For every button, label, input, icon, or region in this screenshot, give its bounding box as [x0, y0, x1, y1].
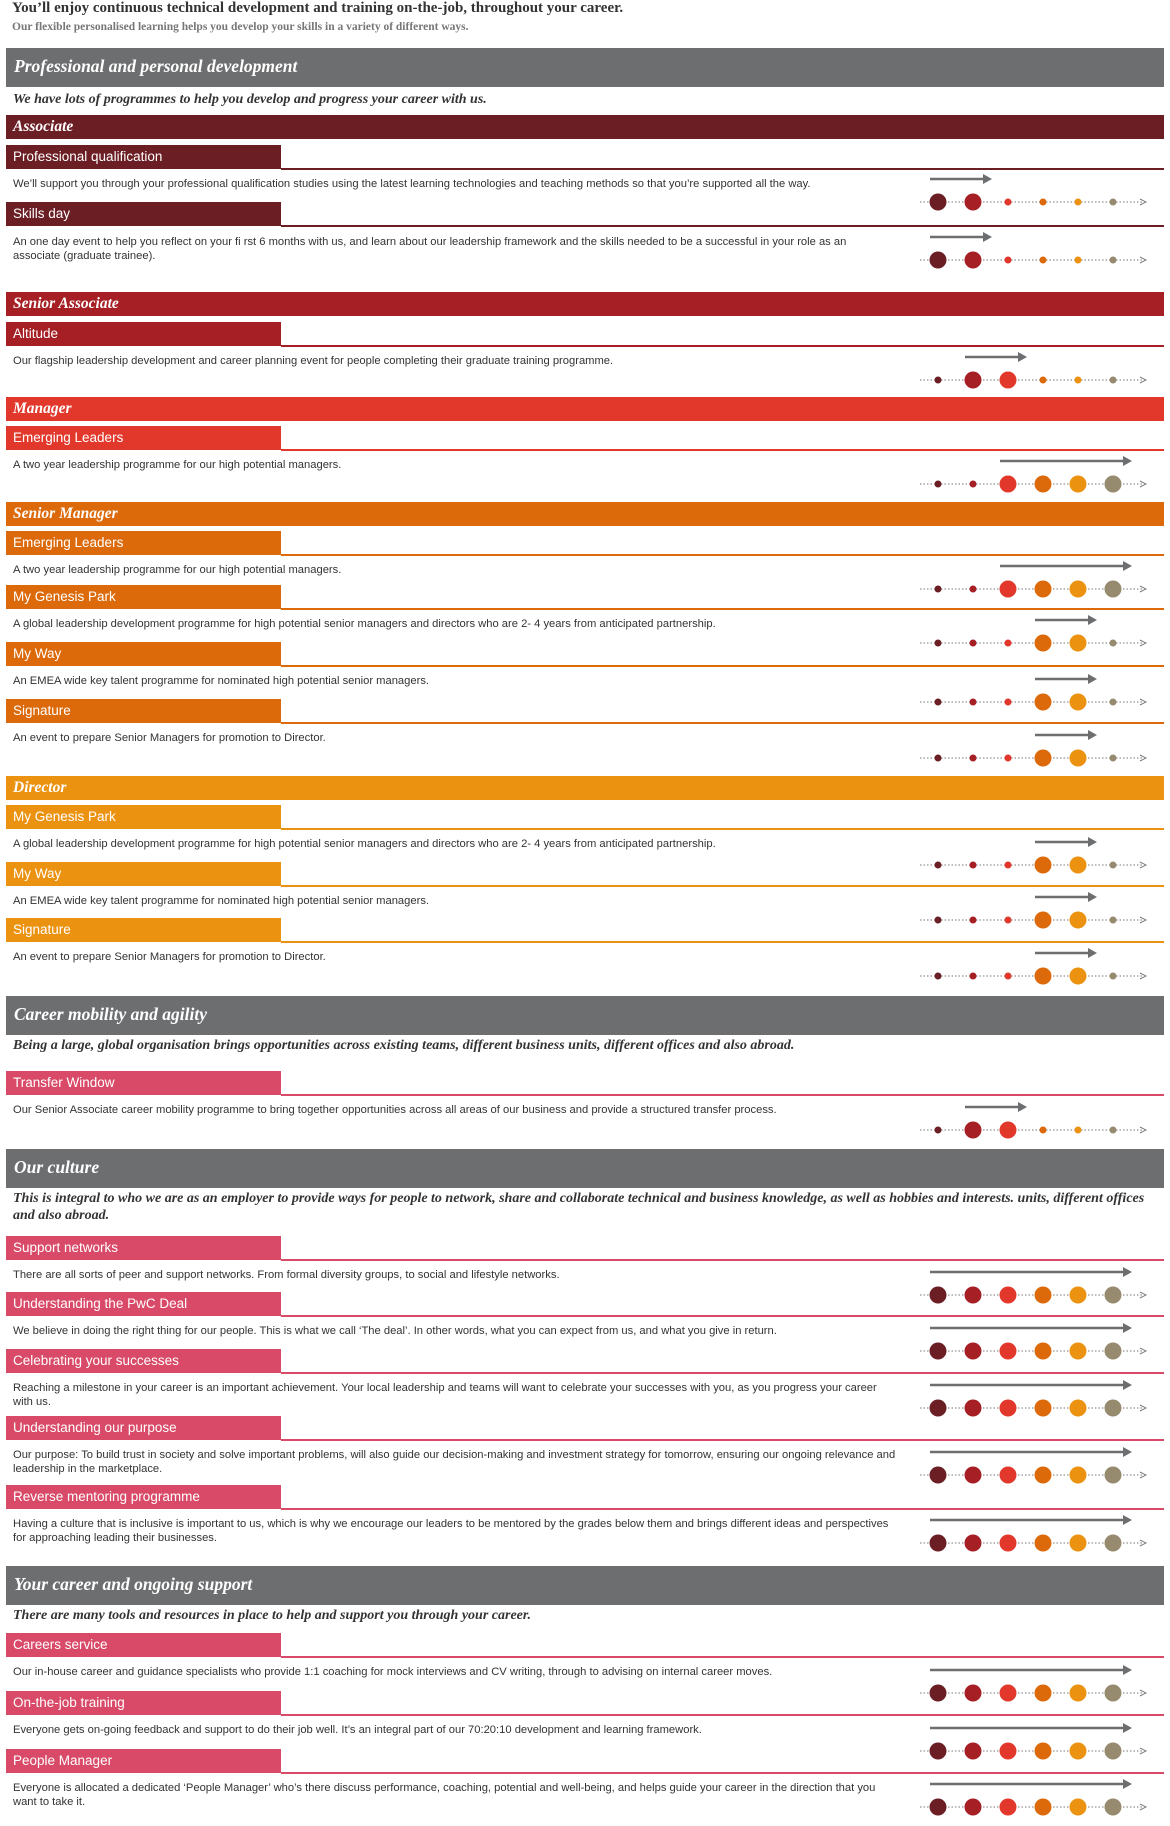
- programme-tab-professional-qualification: Professional qualification: [6, 145, 281, 169]
- grade-dot-active: [1070, 694, 1087, 711]
- programme-tab-altitude: Altitude: [6, 322, 281, 346]
- grade-dot: [1110, 640, 1117, 647]
- grade-dot: [970, 862, 977, 869]
- programme-tab-careers-service: Careers service: [6, 1633, 281, 1657]
- grade-dot-active: [1105, 1343, 1122, 1360]
- programme-desc: An EMEA wide key talent programme for nominated high potential senior managers.: [13, 675, 430, 687]
- grade-dot-active: [965, 1535, 982, 1552]
- grade-dot-active: [965, 1743, 982, 1760]
- section-header-mobility: [6, 996, 1164, 1035]
- grade-dot: [970, 755, 977, 762]
- section-title: Professional and personal development: [14, 56, 298, 76]
- grade-header-senior-associate: [6, 292, 1164, 316]
- grade-dot: [935, 640, 942, 647]
- grade-dot-active: [1070, 1685, 1087, 1702]
- grade-dot-active: [1070, 857, 1087, 874]
- grade-dot-active: [1000, 372, 1017, 389]
- intro-title: You’ll enjoy continuous technical development and training on-the-job, throughout your career.: [12, 0, 624, 16]
- grade-dot-active: [1105, 1467, 1122, 1484]
- span-arrowhead: [1088, 730, 1097, 740]
- grade-dot: [1110, 973, 1117, 980]
- grade-track-signature: [920, 946, 1150, 986]
- section-title: Our culture: [14, 1157, 100, 1177]
- grade-dot-active: [965, 1799, 982, 1816]
- section-subtitle-mobility: Being a large, global organisation brings opportunities across existing teams, different business units, different offices and also abroad.: [13, 1038, 795, 1053]
- grade-dot-active: [930, 1535, 947, 1552]
- grade-track-on-the-job-training: [920, 1721, 1150, 1761]
- grade-dot-active: [1000, 1467, 1017, 1484]
- grade-header-senior-manager: [6, 502, 1164, 526]
- grade-dot-active: [1035, 1535, 1052, 1552]
- programme-desc: A global leadership development programme for high potential senior managers and directors who are 2- 4 years from anticipated partnership.: [13, 618, 716, 630]
- divider: [281, 1508, 1164, 1510]
- grade-dot: [970, 917, 977, 924]
- grade-dot-active: [1000, 1685, 1017, 1702]
- section-header-support: [6, 1566, 1164, 1605]
- grade-dot-active: [1000, 1287, 1017, 1304]
- span-arrowhead: [1088, 674, 1097, 684]
- grade-dot: [1110, 917, 1117, 924]
- programme-tab-emerging-leaders: Emerging Leaders: [6, 426, 281, 450]
- grade-dot-active: [1035, 1343, 1052, 1360]
- divider: [281, 1772, 1164, 1774]
- grade-dot: [1040, 1127, 1047, 1134]
- programme-desc: There are all sorts of peer and support networks. From formal diversity groups, to social and lifestyle networks.: [13, 1269, 560, 1281]
- grade-dot: [935, 755, 942, 762]
- span-arrowhead: [1123, 456, 1132, 466]
- grade-dot-active: [1035, 581, 1052, 598]
- grade-dot: [970, 481, 977, 488]
- programme-desc: An event to prepare Senior Managers for promotion to Director.: [13, 732, 326, 744]
- grade-dot-active: [965, 1287, 982, 1304]
- programme-tab-signature: Signature: [6, 918, 281, 942]
- grade-dot-active: [965, 252, 982, 269]
- programme-tab-my-genesis-park: My Genesis Park: [6, 585, 281, 609]
- grade-dot-active: [930, 1743, 947, 1760]
- programme-tab-transfer-window: Transfer Window: [6, 1071, 281, 1095]
- programme-desc: Everyone gets on-going feedback and support to do their job well. It’s an integral part of our 70:20:10 development and learning framework.: [13, 1724, 702, 1736]
- grade-dot: [1110, 1127, 1117, 1134]
- programme-desc: A two year leadership programme for our high potential managers.: [13, 564, 342, 576]
- grade-track-people-manager: [920, 1777, 1150, 1817]
- grade-dot: [1075, 1127, 1082, 1134]
- grade-dot-active: [930, 1685, 947, 1702]
- programme-desc: We’ll support you through your professional qualification studies using the latest learning technologies and teaching methods so that you’re supported all the way.: [13, 178, 811, 190]
- programme-tab-reverse-mentoring-programme: Reverse mentoring programme: [6, 1485, 281, 1509]
- divider: [281, 722, 1164, 724]
- grade-dot: [1040, 377, 1047, 384]
- grade-dot-active: [1035, 1400, 1052, 1417]
- grade-title: Manager: [13, 400, 72, 417]
- span-arrowhead: [1088, 615, 1097, 625]
- grade-dot: [1005, 917, 1012, 924]
- grade-dot-active: [1070, 1287, 1087, 1304]
- divider: [281, 449, 1164, 451]
- grade-track-skills-day: [920, 230, 1150, 270]
- grade-dot: [1110, 199, 1117, 206]
- grade-dot-active: [930, 1467, 947, 1484]
- programme-tab-skills-day: Skills day: [6, 202, 281, 226]
- programme-tab-on-the-job-training: On-the-job training: [6, 1691, 281, 1715]
- grade-header-associate: [6, 115, 1164, 139]
- grade-title: Director: [13, 779, 67, 796]
- grade-dot: [1075, 199, 1082, 206]
- grade-track-my-way: [920, 890, 1150, 930]
- divider: [281, 1094, 1164, 1096]
- grade-dot-active: [1070, 1743, 1087, 1760]
- grade-dot: [935, 586, 942, 593]
- divider: [281, 225, 1164, 227]
- programme-desc: An one day event to help you reflect on your fi rst 6 months with us, and learn about our leadership framework and the skills needed to be a successful in your role as an associate (graduate trainee).: [13, 236, 847, 262]
- grade-track-celebrating-your-successes: [920, 1378, 1150, 1418]
- grade-dot-active: [965, 372, 982, 389]
- grade-dot-active: [1105, 581, 1122, 598]
- grade-dot: [1040, 257, 1047, 264]
- programme-tab-support-networks: Support networks: [6, 1236, 281, 1260]
- programme-tab-signature: Signature: [6, 699, 281, 723]
- grade-dot: [935, 377, 942, 384]
- grade-track-transfer-window: [920, 1100, 1150, 1140]
- span-arrowhead: [1123, 1267, 1132, 1277]
- section-title: Your career and ongoing support: [14, 1574, 253, 1594]
- grade-dot-active: [1070, 1535, 1087, 1552]
- grade-dot-active: [1035, 1799, 1052, 1816]
- grade-dot-active: [965, 1685, 982, 1702]
- programme-tab-my-genesis-park: My Genesis Park: [6, 805, 281, 829]
- span-arrowhead: [1018, 1102, 1027, 1112]
- grade-track-emerging-leaders: [920, 454, 1150, 494]
- divider: [281, 1439, 1164, 1441]
- grade-dot-active: [1070, 476, 1087, 493]
- divider: [281, 665, 1164, 667]
- grade-dot-active: [930, 194, 947, 211]
- grade-dot-active: [1070, 912, 1087, 929]
- span-arrowhead: [983, 174, 992, 184]
- divider: [281, 554, 1164, 556]
- grade-dot-active: [1070, 1343, 1087, 1360]
- grade-dot-active: [1070, 968, 1087, 985]
- span-arrowhead: [1088, 948, 1097, 958]
- grade-header-director: [6, 776, 1164, 800]
- grade-dot-active: [1035, 1287, 1052, 1304]
- grade-dot-active: [1070, 750, 1087, 767]
- grade-dot: [970, 699, 977, 706]
- programme-desc: Our purpose: To build trust in society and solve important problems, will also guide our decision-making and investment strategy for tomorrow, ensuring our ongoing relevance and leadership in the marketplace.: [13, 1449, 896, 1475]
- grade-dot-active: [930, 1343, 947, 1360]
- programme-desc: An event to prepare Senior Managers for promotion to Director.: [13, 951, 326, 963]
- grade-dot: [1110, 862, 1117, 869]
- span-arrowhead: [1123, 1380, 1132, 1390]
- grade-track-my-genesis-park: [920, 613, 1150, 653]
- grade-dot-active: [1035, 635, 1052, 652]
- section-subtitle-pd: We have lots of programmes to help you develop and progress your career with us.: [13, 92, 487, 107]
- divider: [281, 1714, 1164, 1716]
- grade-dot-active: [930, 1400, 947, 1417]
- grade-dot-active: [1000, 1343, 1017, 1360]
- section-subtitle-culture: This is integral to who we are as an employer to provide ways for people to network, share and collaborate technical and business knowledge, as well as hobbies and interests. units, different offices and also abroad.: [13, 1191, 1145, 1223]
- span-arrowhead: [1123, 1515, 1132, 1525]
- programme-desc: A two year leadership programme for our high potential managers.: [13, 459, 342, 471]
- programme-tab-people-manager: People Manager: [6, 1749, 281, 1773]
- grade-dot: [935, 1127, 942, 1134]
- grade-dot: [1005, 862, 1012, 869]
- grade-dot: [970, 640, 977, 647]
- grade-dot-active: [1035, 750, 1052, 767]
- grade-dot: [1110, 377, 1117, 384]
- grade-track-reverse-mentoring-programme: [920, 1513, 1150, 1553]
- span-arrowhead: [1123, 1447, 1132, 1457]
- grade-track-professional-qualification: [920, 172, 1150, 212]
- grade-title: Senior Associate: [13, 295, 119, 312]
- divider: [281, 168, 1164, 170]
- grade-track-careers-service: [920, 1663, 1150, 1703]
- divider: [281, 1372, 1164, 1374]
- section-title: Career mobility and agility: [14, 1004, 207, 1024]
- grade-dot-active: [965, 194, 982, 211]
- grade-track-signature: [920, 728, 1150, 768]
- grade-dot: [1005, 640, 1012, 647]
- grade-dot-active: [1035, 1685, 1052, 1702]
- grade-track-altitude: [920, 350, 1150, 390]
- span-arrowhead: [1123, 1723, 1132, 1733]
- grade-dot-active: [930, 1799, 947, 1816]
- divider: [281, 828, 1164, 830]
- grade-dot-active: [930, 252, 947, 269]
- grade-dot-active: [1000, 1743, 1017, 1760]
- grade-dot-active: [1105, 1400, 1122, 1417]
- grade-dot: [935, 481, 942, 488]
- programme-desc: A global leadership development programme for high potential senior managers and directors who are 2- 4 years from anticipated partnership.: [13, 838, 716, 850]
- divider: [281, 1656, 1164, 1658]
- grade-dot-active: [1035, 694, 1052, 711]
- grade-dot: [970, 586, 977, 593]
- programme-desc: Our in-house career and guidance specialists who provide 1:1 coaching for mock interviews and CV writing, through to advising on internal career moves.: [13, 1666, 773, 1678]
- section-subtitle-support: There are many tools and resources in place to help and support you through your career.: [13, 1608, 532, 1623]
- grade-dot-active: [1070, 1400, 1087, 1417]
- divider: [281, 608, 1164, 610]
- divider: [281, 345, 1164, 347]
- grade-dot-active: [1070, 1799, 1087, 1816]
- grade-dot-active: [1035, 968, 1052, 985]
- intro-subtitle: Our flexible personalised learning helps you develop your skills in a variety of different ways.: [12, 21, 469, 33]
- section-header-pd: [6, 48, 1164, 87]
- divider: [281, 885, 1164, 887]
- grade-track-my-way: [920, 672, 1150, 712]
- grade-dot-active: [1000, 1535, 1017, 1552]
- programme-desc: Having a culture that is inclusive is important to us, which is why we encourage our leaders to be mentored by the grades below them and brings different ideas and perspectives for approaching leading their businesses.: [13, 1518, 889, 1544]
- grade-dot: [1005, 199, 1012, 206]
- span-arrowhead: [1088, 892, 1097, 902]
- grade-track-my-genesis-park: [920, 835, 1150, 875]
- divider: [281, 941, 1164, 943]
- grade-track-emerging-leaders: [920, 559, 1150, 599]
- grade-dot-active: [1070, 635, 1087, 652]
- grade-dot: [1110, 257, 1117, 264]
- grade-dot-active: [1070, 581, 1087, 598]
- programme-tab-celebrating-your-successes: Celebrating your successes: [6, 1349, 281, 1373]
- grade-dot: [1005, 699, 1012, 706]
- grade-title: Senior Manager: [13, 505, 118, 522]
- span-arrowhead: [1123, 1323, 1132, 1333]
- grade-dot-active: [1035, 476, 1052, 493]
- grade-dot: [1005, 973, 1012, 980]
- span-arrowhead: [1088, 837, 1097, 847]
- grade-dot-active: [1000, 581, 1017, 598]
- programme-tab-my-way: My Way: [6, 862, 281, 886]
- grade-dot-active: [1105, 1685, 1122, 1702]
- section-header-culture: [6, 1149, 1164, 1188]
- programme-desc: Our flagship leadership development and career planning event for people completing their graduate training programme.: [13, 355, 614, 367]
- grade-track-understanding-our-purpose: [920, 1445, 1150, 1485]
- span-arrowhead: [1018, 352, 1027, 362]
- grade-dot: [1110, 699, 1117, 706]
- grade-dot-active: [1105, 1743, 1122, 1760]
- span-arrowhead: [1123, 1665, 1132, 1675]
- grade-track-support-networks: [920, 1265, 1150, 1305]
- grade-dot: [1075, 377, 1082, 384]
- grade-dot: [1005, 755, 1012, 762]
- grade-dot-active: [1105, 1287, 1122, 1304]
- grade-dot: [1005, 257, 1012, 264]
- programme-desc: Reaching a milestone in your career is an important achievement. Your local leadership and teams will want to celebrate your successes with you, as you progress your career with us.: [13, 1382, 877, 1408]
- programme-tab-emerging-leaders: Emerging Leaders: [6, 531, 281, 555]
- programme-tab-understanding-our-purpose: Understanding our purpose: [6, 1416, 281, 1440]
- grade-dot: [935, 917, 942, 924]
- grade-dot-active: [1105, 1799, 1122, 1816]
- programme-tab-understanding-the-pwc-deal: Understanding the PwC Deal: [6, 1292, 281, 1316]
- programme-desc: Our Senior Associate career mobility programme to bring together opportunities across all areas of our business and provide a structured transfer process.: [13, 1104, 777, 1116]
- grade-dot-active: [1070, 1467, 1087, 1484]
- grade-dot-active: [1000, 476, 1017, 493]
- span-arrowhead: [983, 232, 992, 242]
- grade-dot-active: [1000, 1400, 1017, 1417]
- grade-dot-active: [930, 1287, 947, 1304]
- grade-dot: [1075, 257, 1082, 264]
- grade-dot-active: [965, 1122, 982, 1139]
- divider: [281, 1315, 1164, 1317]
- programme-desc: We believe in doing the right thing for our people. This is what we call ‘The deal’. In other words, what you can expect from us, and what you give in return.: [13, 1325, 777, 1337]
- grade-dot: [935, 973, 942, 980]
- grade-dot-active: [1000, 1122, 1017, 1139]
- grade-dot-active: [1105, 476, 1122, 493]
- grade-dot: [1040, 199, 1047, 206]
- grade-dot-active: [1035, 912, 1052, 929]
- grade-track-understanding-the-pwc-deal: [920, 1321, 1150, 1361]
- grade-dot-active: [1035, 1467, 1052, 1484]
- grade-dot: [1110, 755, 1117, 762]
- grade-dot-active: [965, 1400, 982, 1417]
- grade-dot: [935, 699, 942, 706]
- grade-title: Associate: [13, 118, 74, 135]
- programme-desc: An EMEA wide key talent programme for nominated high potential senior managers.: [13, 895, 430, 907]
- programme-tab-my-way: My Way: [6, 642, 281, 666]
- programme-desc: Everyone is allocated a dedicated ‘People Manager’ who’s there discuss performance, coaching, potential and well-being, and helps guide your career in the direction that you want to take it.: [13, 1782, 876, 1808]
- grade-dot-active: [1000, 1799, 1017, 1816]
- span-arrowhead: [1123, 1779, 1132, 1789]
- grade-dot: [935, 862, 942, 869]
- span-arrowhead: [1123, 561, 1132, 571]
- grade-dot: [970, 973, 977, 980]
- grade-dot-active: [965, 1343, 982, 1360]
- grade-dot-active: [1035, 857, 1052, 874]
- grade-dot-active: [1035, 1743, 1052, 1760]
- grade-header-manager: [6, 397, 1164, 421]
- grade-dot-active: [965, 1467, 982, 1484]
- grade-dot-active: [1105, 1535, 1122, 1552]
- divider: [281, 1259, 1164, 1261]
